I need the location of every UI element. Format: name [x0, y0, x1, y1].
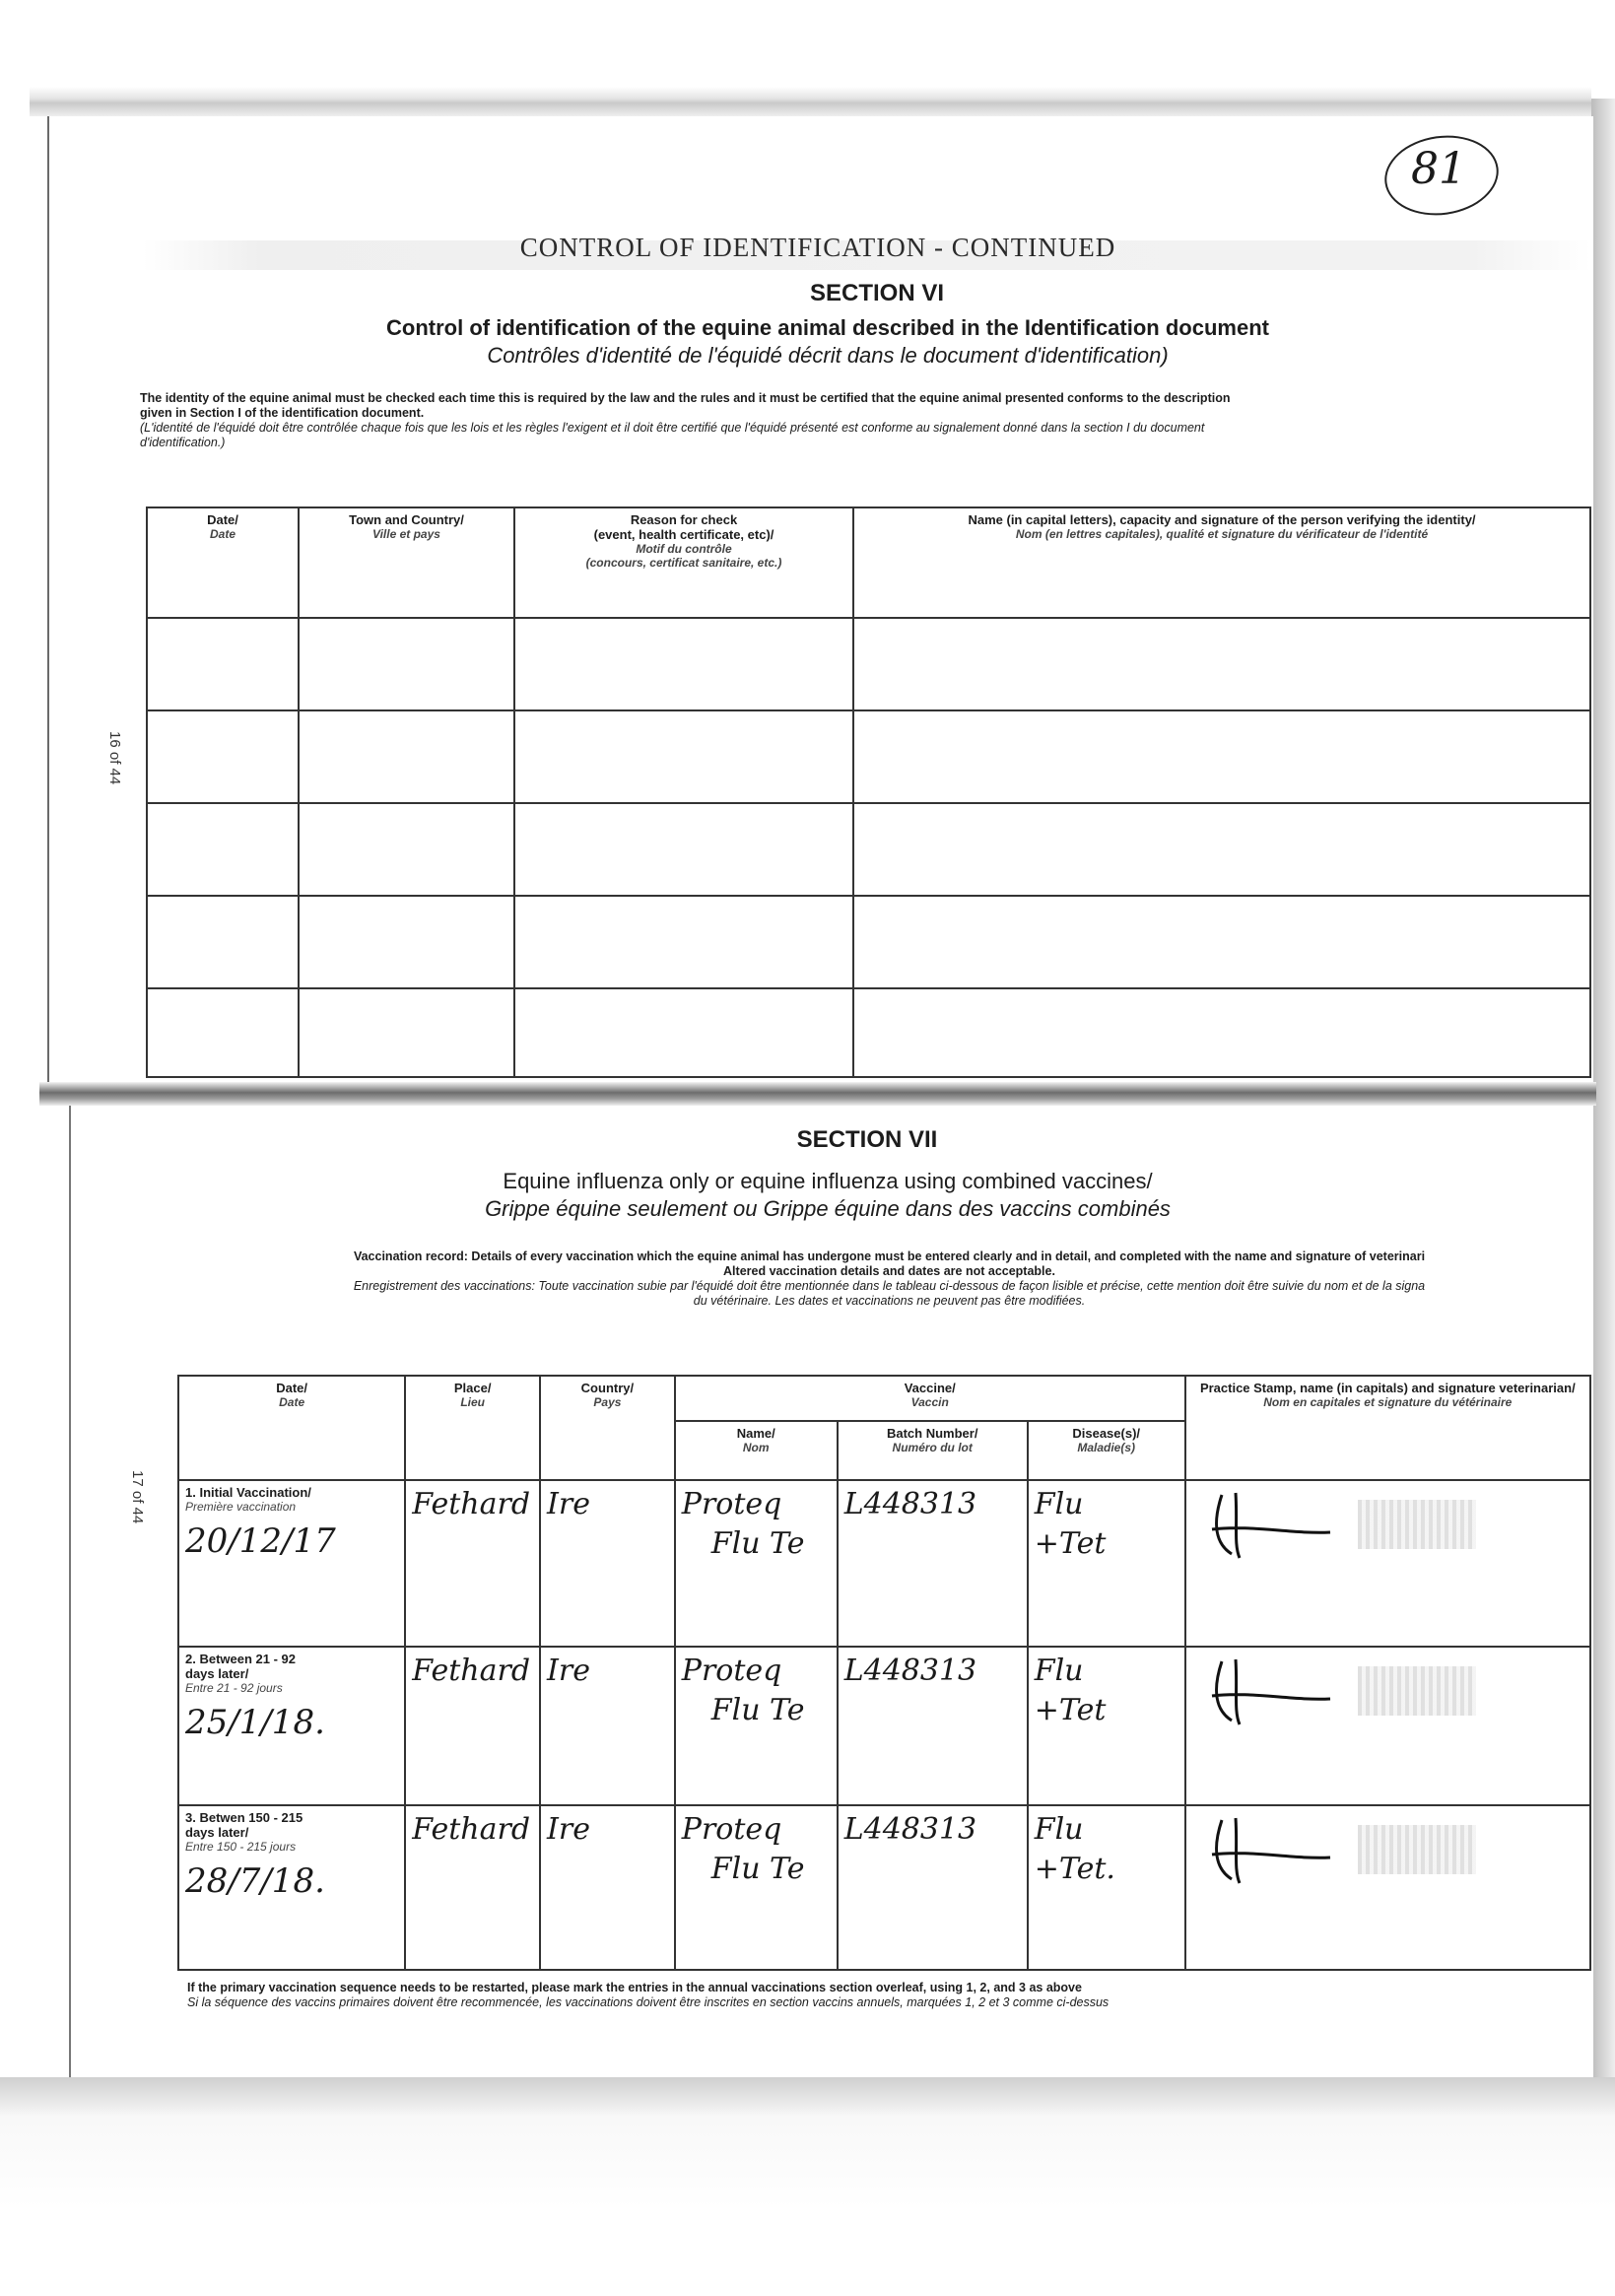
intro-fr-line-1: (L'identité de l'équidé doit être contrôlée chaque fois que les lois et les règles l'exigent et il doit être certifié que l'équidé présenté est conforme au signalement donné dans la section I du document [140, 421, 1205, 435]
handwritten-place: Fethard [405, 1647, 540, 1805]
col-vaccine: Vaccine/ Vaccin [675, 1376, 1185, 1421]
table-row [147, 710, 1590, 803]
table-row [178, 1647, 1590, 1805]
page-side-label: 17 of 44 [129, 1470, 146, 1524]
col-practice-stamp: Practice Stamp, name (in capitals) and signature veterinarian/ Nom en capitales et signature du vétérinaire [1185, 1376, 1590, 1480]
handwritten-date: 28/7/18. [185, 1861, 325, 1902]
page-heading: CONTROL OF IDENTIFICATION - CONTINUED [519, 233, 1116, 262]
table-row [147, 896, 1590, 988]
col-verifier: Name (in capital letters), capacity and signature of the person verifying the identity/ Nom (en lettres capitales), qualité et signature du vérificateur de l'identité [853, 507, 1590, 618]
row-label: 1. Initial Vaccination/ Première vaccination 20/12/17 [178, 1480, 405, 1647]
col-reason: Reason for check (event, health certificate, etc)/ Motif du contrôle (concours, certificat sanitaire, etc.) [514, 507, 853, 618]
vet-signature-icon [1192, 1485, 1340, 1564]
handwritten-disease: Flu +Tet [1028, 1647, 1185, 1805]
handwritten-country: Ire [540, 1805, 675, 1970]
section-title: SECTION VI [809, 280, 945, 306]
handwritten-date: 25/1/18. [185, 1702, 325, 1742]
handwritten-disease: Flu +Tet. [1028, 1805, 1185, 1970]
scan-edge-bottom [0, 2077, 1615, 2296]
vet-signature-cell [1185, 1480, 1590, 1647]
note-fr-line-2: du vétérinaire. Les dates et vaccinations ne peuvent pas être modifiées. [693, 1294, 1086, 1308]
col-town-country: Town and Country/ Ville et pays [299, 507, 514, 618]
handwritten-disease: Flu +Tet [1028, 1480, 1185, 1647]
handwritten-batch: L448313 [838, 1805, 1028, 1970]
note-en-line-1: Vaccination record: Details of every vaccination which the equine animal has undergone must be entered clearly and in detail, and completed with the name and signature of veterinari [353, 1249, 1426, 1263]
table-header-row [178, 1376, 1590, 1421]
intro-text [140, 391, 1588, 450]
handwritten-batch: L448313 [838, 1647, 1028, 1805]
page-number: 81 [1411, 144, 1466, 194]
table-header-row [147, 507, 1590, 618]
page-side-label: 16 of 44 [106, 731, 123, 785]
section-subtitle-en: Equine influenza only or equine influenza using combined vaccines/ [503, 1169, 1153, 1193]
practice-stamp-icon [1358, 1500, 1476, 1549]
table-row [147, 803, 1590, 896]
table-row [147, 618, 1590, 710]
footer-fr: Si la séquence des vaccins primaires doivent être recommencée, les vaccinations doivent être inscrites en section vaccins annuels, marquées 1, 2 et 3 comme ci-dessus [187, 1995, 1110, 2009]
handwritten-vaccine-name: Proteq Flu Te [675, 1805, 838, 1970]
practice-stamp-icon [1358, 1666, 1476, 1716]
section-subtitle-fr: Contrôles d'identité de l'équidé décrit dans le document d'identification) [487, 343, 1169, 368]
col-batch-number: Batch Number/ Numéro du lot [838, 1421, 1028, 1480]
intro-en-line-2: given in Section I of the identification document. [140, 406, 425, 420]
vaccination-table [177, 1375, 1591, 1971]
footer-en: If the primary vaccination sequence needs to be restarted, please mark the entries in the annual vaccinations section overleaf, using 1, 2, and 3 as above [187, 1981, 1082, 1994]
practice-stamp-icon [1358, 1825, 1476, 1874]
intro-en-line-1: The identity of the equine animal must be checked each time this is required by the law and the rules and it must be certified that the equine animal presented conforms to the description [140, 391, 1231, 405]
handwritten-country: Ire [540, 1480, 675, 1647]
page-fold-shadow [39, 1082, 1596, 1106]
note-en-line-2: Altered vaccination details and dates are not acceptable. [723, 1264, 1055, 1278]
vet-signature-cell [1185, 1647, 1590, 1805]
handwritten-batch: L448313 [838, 1480, 1028, 1647]
col-country: Country/ Pays [540, 1376, 675, 1480]
col-date: Date/ Date [147, 507, 299, 618]
vaccination-record-note [187, 1249, 1591, 1309]
table-row [178, 1480, 1590, 1647]
table-row [178, 1805, 1590, 1970]
vet-signature-cell [1185, 1805, 1590, 1970]
section-subtitle-en: Control of identification of the equine animal described in the Identification document [386, 315, 1269, 340]
identity-check-table [146, 506, 1591, 1078]
col-disease: Disease(s)/ Maladie(s) [1028, 1421, 1185, 1480]
table-row [147, 988, 1590, 1077]
col-date: Date/ Date [178, 1376, 405, 1480]
handwritten-place: Fethard [405, 1805, 540, 1970]
scan-edge-top [30, 87, 1591, 116]
vet-signature-icon [1192, 1652, 1340, 1730]
note-fr-line-1: Enregistrement des vaccinations: Toute vaccination subie par l'équidé doit être mentionnée dans le tableau ci-dessous de façon lisible et précise, cette mention doit être suivie du nom et de la signa [353, 1279, 1426, 1293]
intro-fr-line-2: d'identification.) [140, 436, 226, 449]
col-place: Place/ Lieu [405, 1376, 540, 1480]
col-vaccine-name: Name/ Nom [675, 1421, 838, 1480]
row-label: 2. Between 21 - 92 days later/ Entre 21 - 92 jours 25/1/18. [178, 1647, 405, 1805]
handwritten-place: Fethard [405, 1480, 540, 1647]
vet-signature-icon [1192, 1810, 1340, 1889]
handwritten-vaccine-name: Proteq Flu Te [675, 1480, 838, 1647]
handwritten-vaccine-name: Proteq Flu Te [675, 1647, 838, 1805]
section-title: SECTION VII [796, 1126, 938, 1153]
row-label: 3. Betwen 150 - 215 days later/ Entre 150 - 215 jours 28/7/18. [178, 1805, 405, 1970]
section-subtitle-fr: Grippe équine seulement ou Grippe équine dans des vaccins combinés [485, 1196, 1171, 1221]
handwritten-country: Ire [540, 1647, 675, 1805]
footer-note [187, 1981, 1591, 2010]
handwritten-date: 20/12/17 [185, 1521, 336, 1562]
